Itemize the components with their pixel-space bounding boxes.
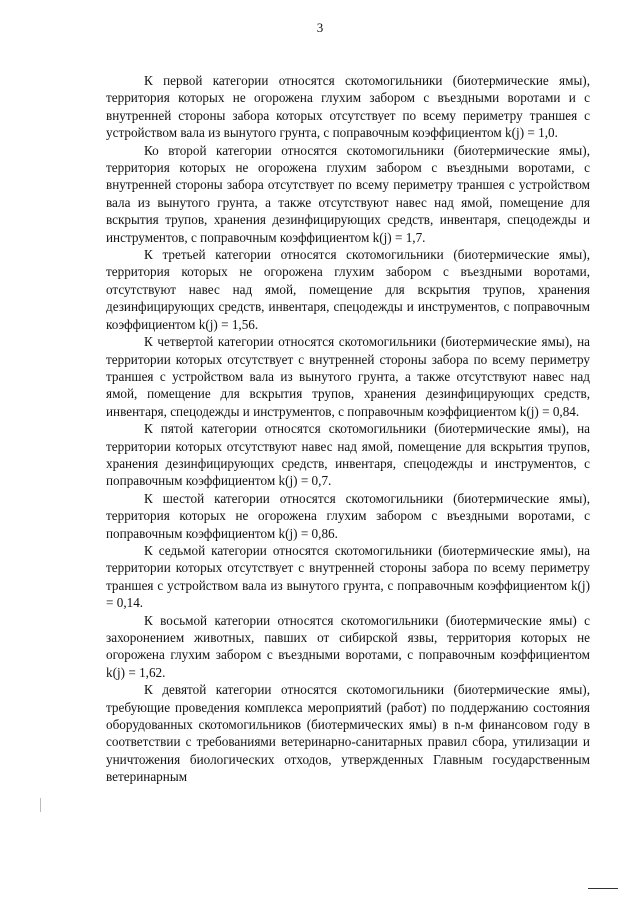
paragraph-category-8: К восьмой категории относятся скотомогильники (биотермические ямы) с захоронением животных, павших от сибирской язвы, территория которых не огорожена глухим забором с въездными воротами, с поправочным коэффициентом k(j) = 1,62.: [106, 612, 590, 680]
paragraph-category-1: К первой категории относятся скотомогильники (биотермические ямы), территория которых не огорожена глухим забором с въездными воротами и с внутренней стороны забора которых отсутствует по всему периметру траншея с устройством вала из вынутого грунта, с поправочным коэффициентом k(j) = 1,0.: [106, 73, 590, 141]
document-body: [106, 72, 590, 786]
page-corner-dash: [588, 888, 618, 889]
paragraph-category-2: Ко второй категории относятся скотомогильники (биотермические ямы), территория которых не огорожена глухим забором с въездными воротами, с внутренней стороны забора отсутствует по всему периметру траншея с устройством вала из вынутого грунта, а также отсутствуют навес над ямой, помещение для вскрытия трупов, хранения дезинфицирующих средств, инвентаря, спецодежды и инструментов, с поправочным коэффициентом k(j) = 1,7.: [106, 142, 590, 245]
paragraph-category-4: К четвертой категории относятся скотомогильники (биотермические ямы), на территории которых отсутствует с внутренней стороны забора по всему периметру траншея с устройством вала из вынутого грунта, а также отсутствуют навес над ямой, помещение для вскрытия трупов, хранения дезинфицирующих средств, инвентаря, спецодежды и инструментов, с поправочным коэффициентом k(j) = 0,84.: [106, 334, 590, 419]
paragraph-category-3: К третьей категории относятся скотомогильники (биотермические ямы), территория которых не огорожена глухим забором с въездными воротами, отсутствуют навес над ямой, помещение для вскрытия трупов, хранения дезинфицирующих средств, инвентаря, спецодежды и инструментов, с поправочным коэффициентом k(j) = 1,56.: [106, 247, 590, 332]
paragraph-category-7: К седьмой категории относятся скотомогильники (биотермические ямы), на территории которых отсутствует с внутренней стороны забора по всему периметру траншея с устройством вала из вынутого грунта, с поправочным коэффициентом k(j) = 0,14.: [106, 542, 590, 611]
paragraph-category-6: К шестой категории относятся скотомогильники (биотермические ямы), территория которых не огорожена глухим забором с въездными воротами, с поправочным коэффициентом k(j) = 0,86.: [106, 490, 590, 541]
scan-margin-mark: [40, 798, 41, 812]
paragraph-category-5: К пятой категории относятся скотомогильники (биотермические ямы), на территории которых отсутствуют навес над ямой, помещение для вскрытия трупов, хранения дезинфицирующих средств, инвентаря, спецодежды и инструментов, с поправочным коэффициентом k(j) = 0,7.: [106, 421, 590, 489]
page-number: 3: [316, 20, 324, 35]
paragraph-category-9: К девятой категории относятся скотомогильники (биотермические ямы), требующие проведения комплекса мероприятий (работ) по поддержанию состояния оборудованных скотомогильников (биотермических ямы) в n-м финансовом году в соответствии с требованиями ветеринарно-санитарных правил сбора, утилизации и уничтожения биологических отходов, утвержденных Главным государственным ветеринарным: [106, 682, 590, 785]
